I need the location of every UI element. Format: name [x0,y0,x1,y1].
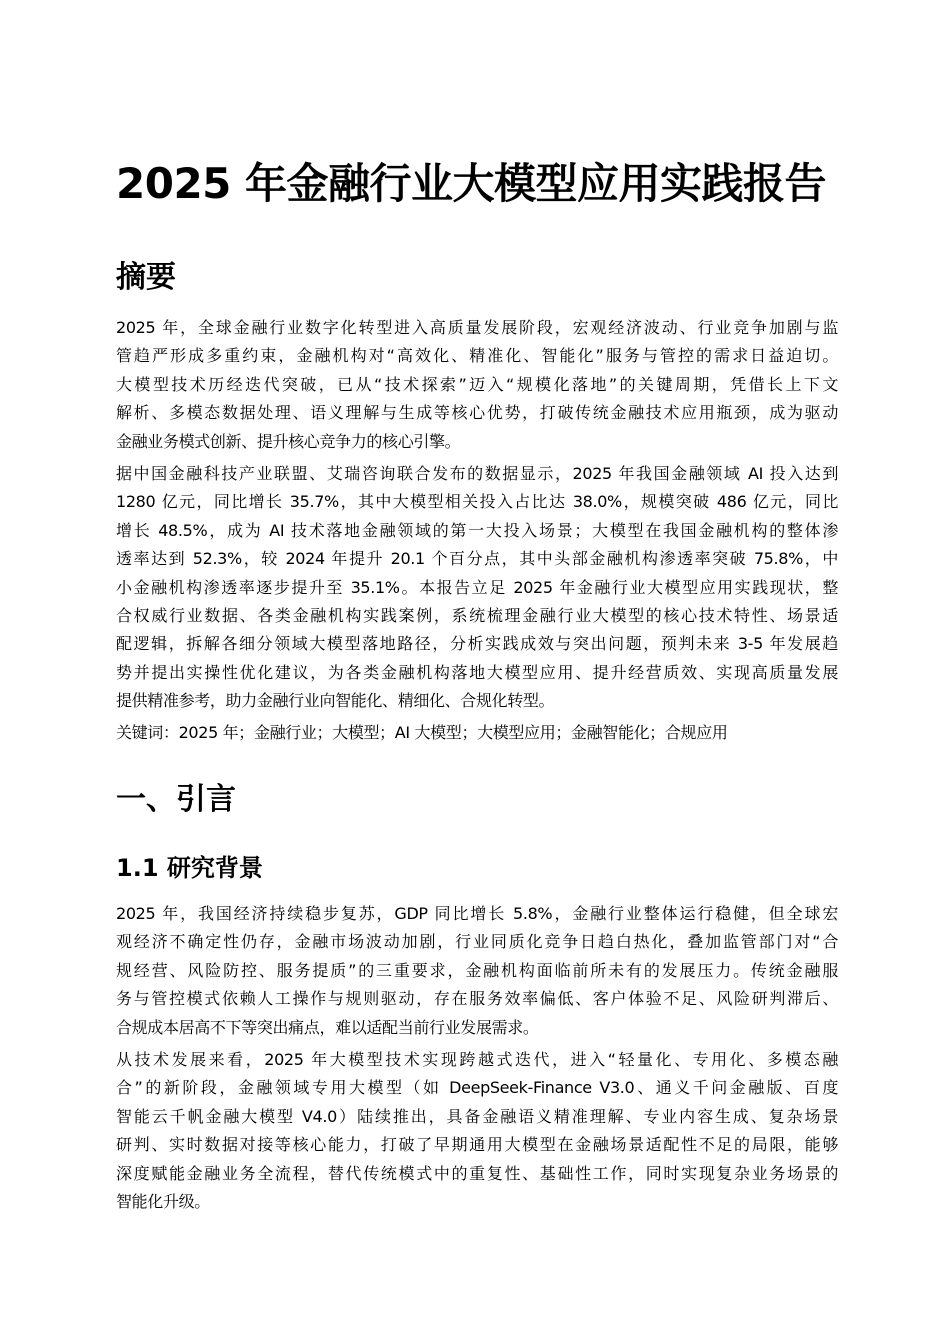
abstract-paragraph-2 [116,460,838,716]
paragraph-line: 金融业务模式创新、提升核心竞争力的核心引擎。 [116,431,461,451]
paragraph-line: 合权威行业数据、各类金融机构实践案例，系统梳理金融行业大模型的核心技术特性、场景适 [116,605,838,625]
paragraph-line: 深度赋能金融业务全流程，替代传统模式中的重复性、基础性工作，同时实现复杂业务场景的 [116,1163,838,1183]
paragraph-line: 小金融机构渗透率逐步提升至 35.1%。本报告立足 2025 年金融行业大模型应用实践现状，整 [116,577,838,597]
paragraph-line: 2025 年，我国经济持续稳步复苏，GDP 同比增长 5.8%，金融行业整体运行稳健，但全球宏 [116,904,838,923]
paragraph-line: 1280 亿元，同比增长 35.7%，其中大模型相关投入占比达 38.0%，规模突破 486 亿元，同比 [116,492,838,512]
background-paragraph-2 [116,1046,838,1216]
paragraph-line: 观经济不确定性仍存，金融市场波动加剧，行业同质化竞争日趋白热化，叠加监管部门对“合 [116,932,838,952]
paragraph-line: 2025 年，全球金融行业数字化转型进入高质量发展阶段，宏观经济波动、行业竞争加剧与监 [116,318,838,337]
paragraph-line: 解析、多模态数据处理、语义理解与生成等核心优势，打破传统金融技术应用瓶颈，成为驱动 [116,403,838,423]
paragraph-line: 从技术发展来看，2025 年大模型技术实现跨越式迭代，进入“轻量化、专用化、多模态融 [116,1050,838,1069]
document-title: 2025 年金融行业大模型应用实践报告 [116,159,827,208]
paragraph-line: 研判、实时数据对接等核心能力，打破了早期通用大模型在金融场景适配性不足的局限，能够 [116,1135,838,1155]
paragraph-line: 透率达到 52.3%，较 2024 年提升 20.1 个百分点，其中头部金融机构渗透率突破 75.8%，中 [116,549,838,569]
paragraph-line: 势并提出实操性优化建议，为各类金融机构落地大模型应用、提升经营质效、实现高质量发展 [116,662,838,682]
paragraph-line: 大模型技术历经迭代突破，已从“技术探索”迈入“规模化落地”的关键周期，凭借长上下文 [116,374,838,394]
paragraph-line: 据中国金融科技产业联盟、艾瑞咨询联合发布的数据显示，2025 年我国金融领域 AI 投入达到 [116,464,838,483]
background-paragraph-1 [116,900,838,1042]
paragraph-line: 管趋严形成多重约束，金融机构对“高效化、精准化、智能化”服务与管控的需求日益迫切。 [116,346,838,366]
abstract-heading: 摘要 [116,260,176,295]
keywords-text: 关键词：2025 年；金融行业；大模型；AI 大模型；大模型应用；金融智能化；合规应用 [116,723,728,742]
paragraph-line: 增长 48.5%，成为 AI 技术落地金融领域的第一大投入场景；大模型在我国金融机构的整体渗 [116,520,838,540]
paragraph-line: 提供精准参考，助力金融行业向智能化、精细化、合规化转型。 [116,691,555,711]
subsection-heading-research-background: 1.1 研究背景 [116,854,263,882]
paragraph-line: 合”的新阶段，金融领域专用大模型（如 DeepSeek-Finance V3.0、通义千问金融版、百度 [116,1078,838,1098]
paragraph-line: 规经营、风险防控、服务提质”的三重要求，金融机构面临前所未有的发展压力。传统金融服 [116,960,838,980]
keywords-line [116,719,838,747]
section-heading-introduction: 一、引言 [116,782,236,817]
paragraph-line: 合规成本居高不下等突出痛点，难以适配当前行业发展需求。 [116,1017,539,1037]
paragraph-line: 智能云千帆金融大模型 V4.0）陆续推出，具备金融语义精准理解、专业内容生成、复杂场景 [116,1106,838,1126]
abstract-paragraph-1 [116,314,838,456]
paragraph-line: 智能化升级。 [116,1191,210,1211]
paragraph-line: 配逻辑，拆解各细分领域大模型落地路径，分析实践成效与突出问题，预判未来 3-5 年发展趋 [116,634,838,654]
paragraph-line: 务与管控模式依赖人工操作与规则驱动，存在服务效率偏低、客户体验不足、风险研判滞后、 [116,989,838,1009]
